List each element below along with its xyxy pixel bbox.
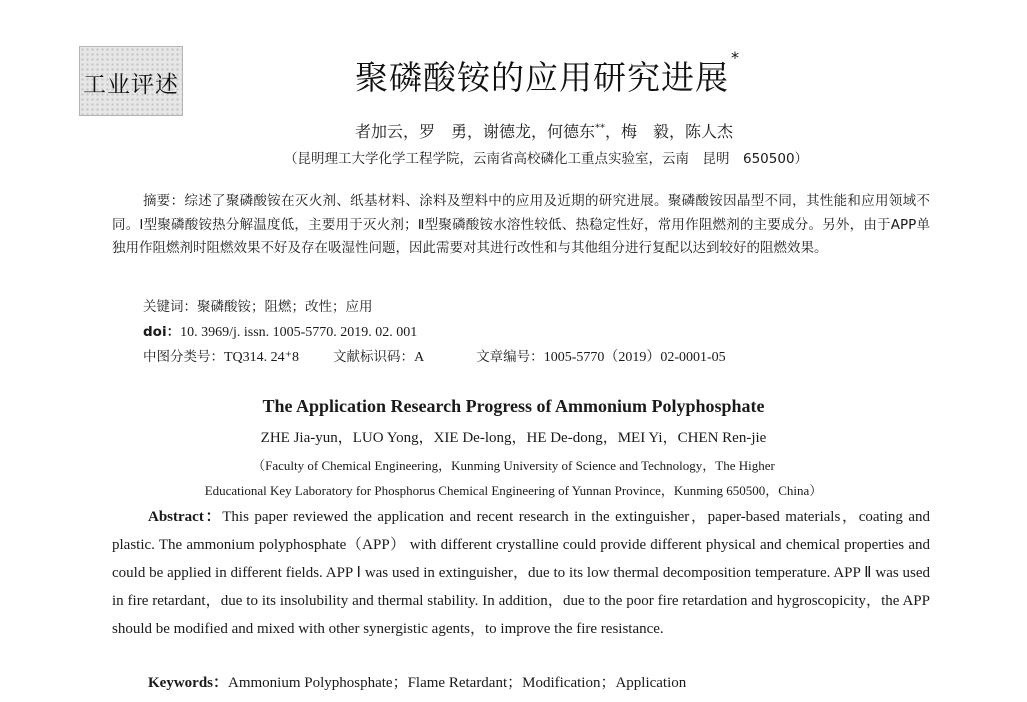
authors-zh-part-a: 者加云，罗 勇，谢德龙，何德东 — [355, 122, 596, 141]
doccode-label: 文献标识码： — [333, 349, 415, 365]
abstract-zh-text: 综述了聚磷酸铵在灭火剂、纸基材料、涂料及塑料中的应用及近期的研究进展。聚磷酸铵因晶型不同，其性能和应用领域不同。Ⅰ型聚磷酸铵热分解温度低，主要用于灭火剂；Ⅱ型聚磷酸铵水溶性较低、热稳定性好，常用作阻燃剂的主要成分。另外，由于APP单独用作阻燃剂时阻燃效果不好及存在吸湿性问题，因此需要对其进行改性和与其他组分进行复配以达到较好的阻燃效果。 — [112, 193, 930, 256]
keywords-zh — [143, 295, 373, 315]
authors-en: ZHE Jia-yun，LUO Yong，XIE De-long，HE De-dong，MEI Yi，CHEN Ren-jie — [260, 430, 767, 446]
abstract-zh-label: 摘要： — [143, 193, 185, 209]
doi-value: 10. 3969/j. issn. 1005-5770. 2019. 02. 001 — [180, 325, 418, 340]
classification-line — [143, 345, 726, 366]
column-tag-badge — [79, 46, 183, 116]
authors-zh-part-b: ，梅 毅，陈人杰 — [605, 122, 734, 141]
doi-label: doi： — [143, 324, 181, 340]
affiliation-en-line-2: Educational Key Laboratory for Phosphorus Chemical Engineering of Yunnan Province，Kunming 650500，China） — [204, 483, 823, 498]
keywords-en-label: Keywords： — [148, 675, 228, 691]
doccode-value: A — [414, 350, 425, 365]
column-tag: 工业评述 — [83, 72, 179, 98]
keywords-en-text: Ammonium Polyphosphate；Flame Retardant；Modification；Application — [228, 675, 687, 691]
paper-title-en: The Application Research Progress of Ammonium Polyphosphate — [262, 396, 765, 416]
doi-line — [143, 320, 417, 341]
keywords-zh-label: 关键词： — [143, 299, 197, 315]
corresponding-author-mark: ** — [595, 122, 606, 134]
abstract-en-text: This paper reviewed the application and recent research in the extinguisher，paper-based materials，coating and plastic. The ammonium polyphosphate（APP） with different crystalline could provide different physical and chemical properties and could be applied in different fields. APP Ⅰ was used in extinguisher，due to its low thermal decomposition temperature. APP Ⅱ was used in fire retardant，due to its insolubility and thermal stability. In addition，due to the poor fire retardation and hygroscopicity，the APP should be modified and mixed with other synergistic agents，to improve the fire resistance. — [112, 509, 930, 637]
clc-label: 中图分类号： — [143, 349, 224, 365]
article-no-value: 1005-5770（2019）02-0001-05 — [543, 350, 726, 365]
paper-title-zh — [355, 48, 740, 99]
clc-value: TQ314. 24⁺8 — [224, 350, 300, 365]
keywords-zh-text: 聚磷酸铵；阻燃；改性；应用 — [197, 299, 373, 315]
abstract-en-label: Abstract： — [148, 509, 223, 525]
keywords-en — [148, 671, 686, 692]
paper-title-text: 聚磷酸铵的应用研究进展 — [355, 58, 729, 97]
article-no-label: 文章编号： — [476, 349, 544, 365]
abstract-en — [112, 503, 930, 643]
authors-zh — [355, 119, 733, 142]
affiliation-zh: （昆明理工大学化学工程学院，云南省高校磷化工重点实验室，云南 昆明 650500） — [284, 151, 809, 167]
affiliation-en-line-1: （Faculty of Chemical Engineering，Kunming University of Science and Technology，The Higher — [252, 458, 775, 473]
title-footnote-mark: * — [731, 48, 740, 67]
abstract-zh — [112, 190, 930, 261]
